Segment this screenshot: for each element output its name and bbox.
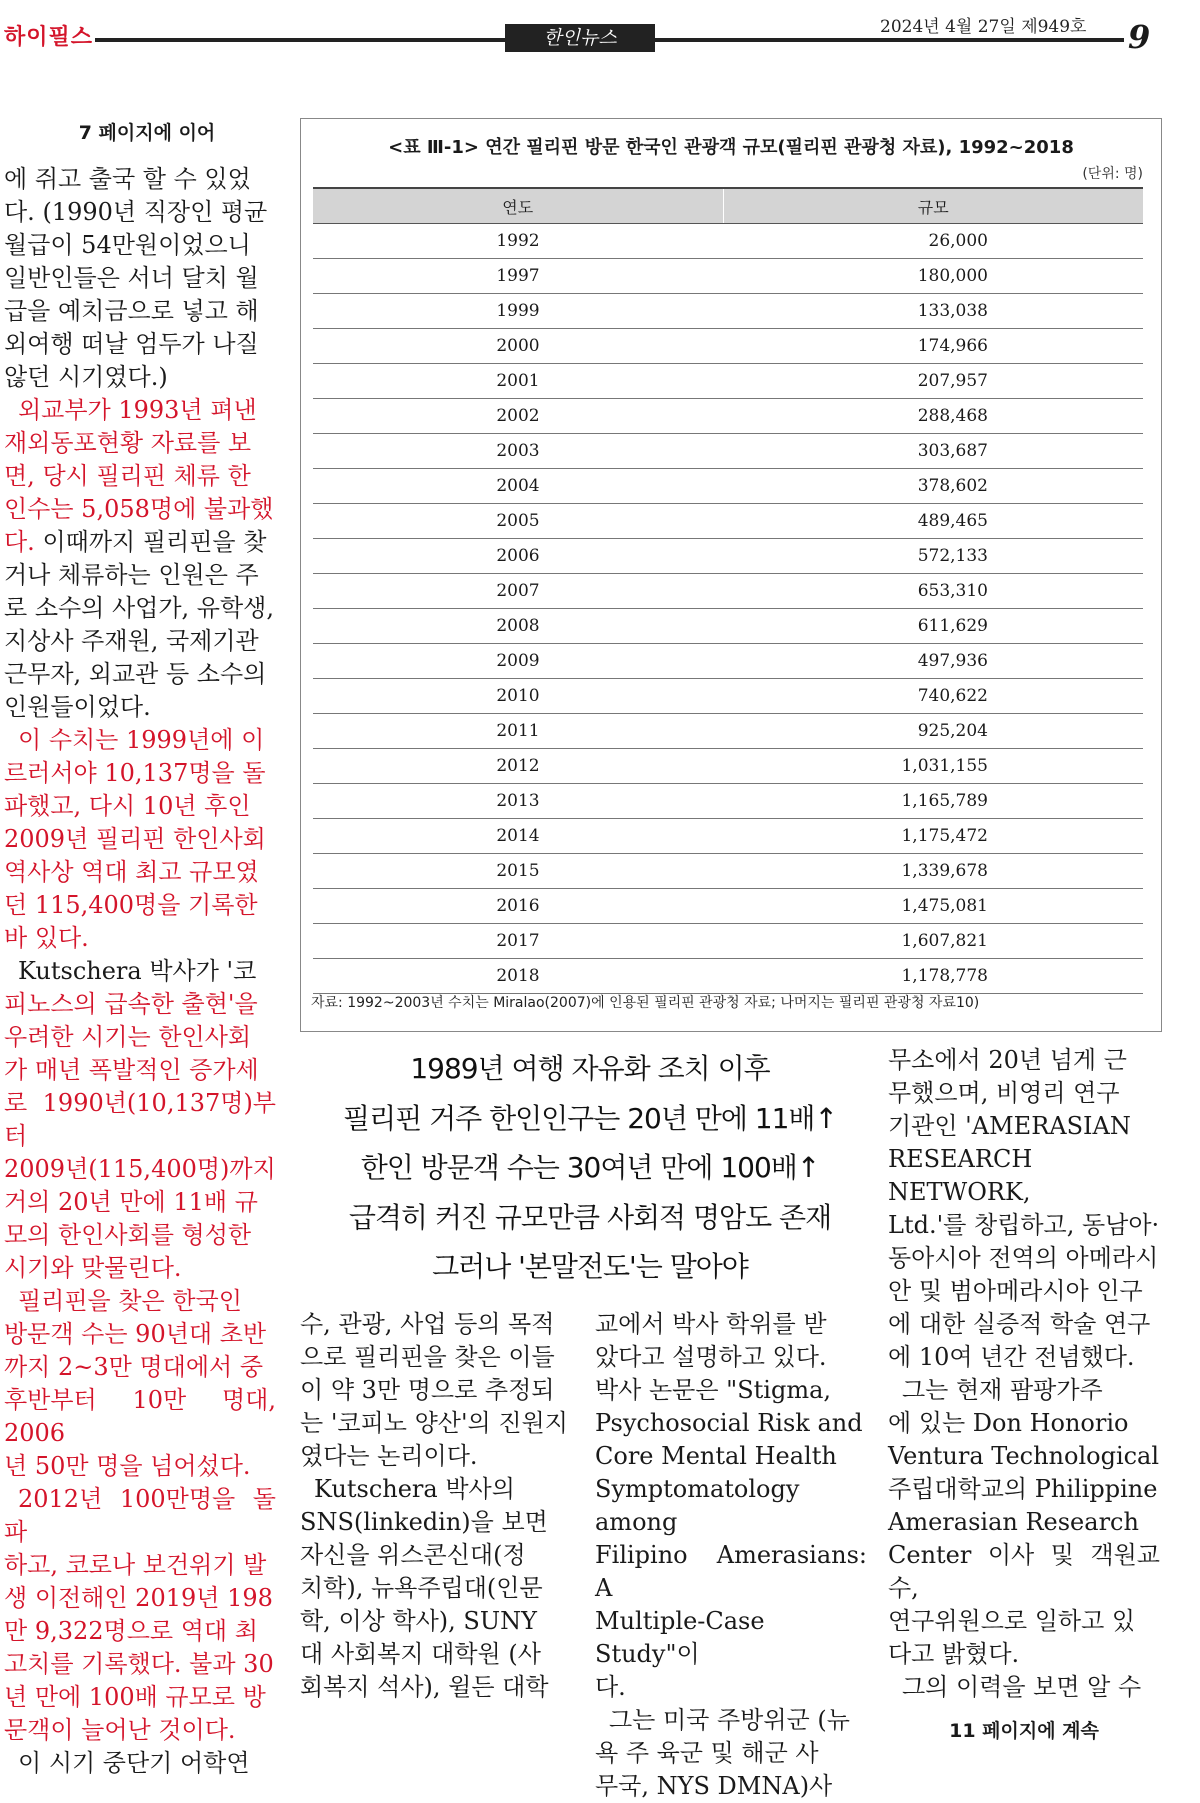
text-line: Ltd.'를 창립하고, 동남아· bbox=[888, 1211, 1160, 1239]
headline-line: 필리핀 거주 한인인구는 20년 만에 11배↑ bbox=[343, 1101, 837, 1135]
text-line: Core Mental Health bbox=[595, 1442, 837, 1470]
text-line: 무했으며, 비영리 연구 bbox=[888, 1079, 1120, 1107]
table-row bbox=[313, 294, 1143, 329]
text-line: 연구위원으로 일하고 있 bbox=[888, 1607, 1136, 1635]
text-line bbox=[4, 526, 276, 559]
table-row bbox=[313, 819, 1143, 854]
text-line: 욕 주 육군 및 해군 사 bbox=[595, 1739, 819, 1767]
year-cell: 2015 bbox=[313, 854, 723, 889]
text-line: 치학), 뉴욕주립대(인문 bbox=[300, 1574, 543, 1602]
text-line: 파했고, 다시 10년 후인 bbox=[4, 792, 251, 820]
table-header-row bbox=[313, 188, 1143, 224]
brand-logo: 하이필스 bbox=[4, 25, 94, 50]
text-line: 이 수치는 1999년에 이 bbox=[18, 726, 265, 754]
middle-column-1 bbox=[300, 1308, 572, 1704]
count-cell: 497,936 bbox=[723, 644, 1143, 679]
text-line: 에 쥐고 출국 할 수 있었 bbox=[4, 165, 251, 193]
year-cell: 1999 bbox=[313, 294, 723, 329]
text-line: Filipino Amerasians: A bbox=[595, 1541, 867, 1602]
text-line: 만 9,322명으로 역대 최 bbox=[4, 1617, 258, 1645]
text-line: 에 있는 Don Honorio bbox=[888, 1409, 1129, 1437]
table-unit: (단위: 명) bbox=[1082, 166, 1143, 182]
table-row bbox=[313, 784, 1143, 819]
text-line: 년 만에 100배 규모로 방 bbox=[4, 1683, 266, 1711]
count-cell: 174,966 bbox=[723, 329, 1143, 364]
text-line: 2009년 필리핀 한인사회 bbox=[4, 825, 266, 853]
text-line: 까지 2~3만 명대에서 중 bbox=[4, 1353, 264, 1381]
text-line: 면, 당시 필리핀 체류 한 bbox=[4, 462, 251, 490]
year-cell: 2008 bbox=[313, 609, 723, 644]
text-line: SNS(linkedin)을 보면 bbox=[300, 1508, 548, 1536]
count-cell: 207,957 bbox=[723, 364, 1143, 399]
text-line: 년 50만 명을 넘어섰다. bbox=[4, 1452, 251, 1480]
text-line: 이 약 3만 명으로 추정되 bbox=[300, 1376, 555, 1404]
text-line: 시기와 맞물린다. bbox=[4, 1254, 182, 1282]
text-line: 외여행 떠날 엄두가 나질 bbox=[4, 330, 259, 358]
continued-from: 7 페이지에 이어 bbox=[78, 122, 216, 144]
text-line: 가 매년 폭발적인 증가세 bbox=[4, 1056, 259, 1084]
table-row bbox=[313, 609, 1143, 644]
text-line: 대 사회복지 대학원 (사 bbox=[300, 1640, 541, 1668]
text-line: 회복지 석사), 윌든 대학 bbox=[300, 1673, 549, 1701]
count-cell: 1,175,472 bbox=[723, 819, 1143, 854]
table-row bbox=[313, 924, 1143, 959]
text-line: 근무자, 외교관 등 소수의 bbox=[4, 660, 267, 688]
table-row bbox=[313, 854, 1143, 889]
year-cell: 1992 bbox=[313, 224, 723, 259]
text-line: 로 소수의 사업가, 유학생, bbox=[4, 594, 274, 622]
table-row bbox=[313, 504, 1143, 539]
text-line: 교에서 박사 학위를 받 bbox=[595, 1310, 827, 1338]
table-row bbox=[313, 399, 1143, 434]
text-line: Center 이사 및 객원교수, bbox=[888, 1541, 1160, 1602]
year-cell: 1997 bbox=[313, 259, 723, 294]
text-line: 에 10여 년간 전념했다. bbox=[888, 1343, 1135, 1371]
text-line: 거의 20년 만에 11배 규 bbox=[4, 1188, 258, 1216]
year-cell: 2016 bbox=[313, 889, 723, 924]
text-line: Multiple-Case Study"이 bbox=[595, 1607, 765, 1668]
text-line: 박사 논문은 "Stigma, bbox=[595, 1376, 832, 1404]
text-line: 고치를 기록했다. 불과 30 bbox=[4, 1650, 274, 1678]
table-title: <표 Ⅲ-1> 연간 필리핀 방문 한국인 관광객 규모(필리핀 관광청 자료), 1992~2018 bbox=[388, 137, 1074, 158]
text-line: RESEARCH NETWORK, bbox=[888, 1145, 1033, 1206]
section-tab: 한인뉴스 bbox=[505, 24, 655, 52]
text-line: 그는 미국 주방위군 (뉴 bbox=[609, 1706, 850, 1734]
text-span: 다. bbox=[4, 528, 35, 556]
year-cell: 2000 bbox=[313, 329, 723, 364]
text-line: 안 및 범아메라시아 인구 bbox=[888, 1277, 1143, 1305]
text-line: 으로 필리핀을 찾은 이들 bbox=[300, 1343, 555, 1371]
headline-line: 1989년 여행 자유화 조치 이후 bbox=[410, 1052, 770, 1085]
table-row bbox=[313, 889, 1143, 924]
table-row bbox=[313, 714, 1143, 749]
year-cell: 2001 bbox=[313, 364, 723, 399]
text-line: 피노스의 급속한 출현'을 bbox=[4, 990, 258, 1018]
text-line: 다고 밝혔다. bbox=[888, 1640, 1020, 1668]
text-line: 다. (1990년 직장인 평균 bbox=[4, 198, 268, 226]
text-line: Symptomatology among bbox=[595, 1475, 800, 1536]
table-row bbox=[313, 749, 1143, 784]
year-cell: 2011 bbox=[313, 714, 723, 749]
count-cell: 288,468 bbox=[723, 399, 1143, 434]
text-line: 하고, 코로나 보건위기 발 bbox=[4, 1551, 267, 1579]
year-cell: 2004 bbox=[313, 469, 723, 504]
count-cell: 1,031,155 bbox=[723, 749, 1143, 784]
text-line: 외교부가 1993년 펴낸 bbox=[18, 396, 257, 424]
text-line: 인원들이었다. bbox=[4, 693, 151, 721]
text-line: 에 대한 실증적 학술 연구 bbox=[888, 1310, 1151, 1338]
text-line: 생 이전해인 2019년 198 bbox=[4, 1584, 273, 1612]
count-cell: 133,038 bbox=[723, 294, 1143, 329]
text-line: 그의 이력을 보면 알 수 bbox=[902, 1673, 1142, 1701]
dateline: 2024년 4월 27일 제949호 bbox=[880, 17, 1087, 37]
table-body bbox=[313, 224, 1143, 994]
text-line: 필리핀을 찾은 한국인 bbox=[18, 1287, 242, 1315]
text-line: 2012년 100만명을 돌파 bbox=[4, 1485, 276, 1546]
text-line: 았다고 설명하고 있다. bbox=[595, 1343, 827, 1371]
text-line: 기관인 'AMERASIAN bbox=[888, 1112, 1131, 1140]
text-line: 학, 이상 학사), SUNY bbox=[300, 1607, 537, 1635]
text-line: 다. bbox=[595, 1673, 626, 1701]
text-line: 이 시기 중단기 어학연 bbox=[18, 1749, 250, 1777]
text-line: 일반인들은 서너 달치 월 bbox=[4, 264, 259, 292]
text-line: 재외동포현황 자료를 보 bbox=[4, 429, 252, 457]
text-line: 자신을 위스콘신대(정 bbox=[300, 1541, 526, 1569]
year-cell: 2017 bbox=[313, 924, 723, 959]
left-lines bbox=[4, 163, 276, 1780]
text-line: 역사상 역대 최고 규모였 bbox=[4, 858, 259, 886]
text-line: 바 있다. bbox=[4, 924, 89, 952]
year-cell: 2003 bbox=[313, 434, 723, 469]
text-line: 무국, NYS DMNA)사 bbox=[595, 1772, 833, 1800]
count-cell: 1,165,789 bbox=[723, 784, 1143, 819]
page-number: 9 bbox=[1128, 18, 1151, 56]
text-line: 우려한 시기는 한인사회 bbox=[4, 1023, 252, 1051]
table-row bbox=[313, 644, 1143, 679]
table-row bbox=[313, 539, 1143, 574]
visitor-table bbox=[313, 187, 1143, 994]
year-cell: 2007 bbox=[313, 574, 723, 609]
text-span: 이때까지 필리핀을 찾 bbox=[42, 528, 267, 556]
text-line: 였다는 논리이다. bbox=[300, 1442, 478, 1470]
text-line: Amerasian Research bbox=[888, 1508, 1139, 1536]
year-cell: 2005 bbox=[313, 504, 723, 539]
text-line: Psychosocial Risk and bbox=[595, 1409, 863, 1437]
text-line: 수, 관광, 사업 등의 목적 bbox=[300, 1310, 555, 1338]
text-line: 방문객 수는 90년대 초반 bbox=[4, 1320, 267, 1348]
text-line: 는 '코피노 양산'의 진원지 bbox=[300, 1409, 568, 1437]
left-column bbox=[4, 118, 276, 1780]
table-source-note: 자료: 1992~2003년 수치는 Miralao(2007)에 인용된 필리핀 관광청 자료; 나머지는 필리핀 관광청 자료10) bbox=[311, 995, 980, 1011]
count-cell: 26,000 bbox=[723, 224, 1143, 259]
text-line: 지상사 주재원, 국제기관 bbox=[4, 627, 259, 655]
text-line: 후반부터 10만 명대, 2006 bbox=[4, 1386, 276, 1447]
count-cell: 1,178,778 bbox=[723, 959, 1143, 994]
year-cell: 2013 bbox=[313, 784, 723, 819]
count-cell: 303,687 bbox=[723, 434, 1143, 469]
article-headline bbox=[300, 1044, 880, 1292]
table-row bbox=[313, 364, 1143, 399]
text-line: Kutschera 박사가 '코 bbox=[18, 957, 257, 985]
headline-line: 그러나 '본말전도'는 말아야 bbox=[432, 1250, 748, 1283]
text-line: 2009년(115,400명)까지 bbox=[4, 1155, 276, 1183]
text-line: Kutschera 박사의 bbox=[314, 1475, 515, 1503]
text-line: 그는 현재 팜팡가주 bbox=[902, 1376, 1103, 1404]
table-row bbox=[313, 679, 1143, 714]
text-line: 거나 체류하는 인원은 주 bbox=[4, 561, 259, 589]
year-cell: 2009 bbox=[313, 644, 723, 679]
text-line: 로 1990년(10,137명)부터 bbox=[4, 1089, 276, 1150]
count-cell: 740,622 bbox=[723, 679, 1143, 714]
page-header bbox=[0, 0, 1200, 80]
year-cell: 2014 bbox=[313, 819, 723, 854]
table-row bbox=[313, 959, 1143, 994]
year-cell: 2010 bbox=[313, 679, 723, 714]
count-cell: 925,204 bbox=[723, 714, 1143, 749]
table-row bbox=[313, 259, 1143, 294]
count-cell: 1,339,678 bbox=[723, 854, 1143, 889]
text-line: 인수는 5,058명에 불과했 bbox=[4, 495, 274, 523]
year-cell: 2012 bbox=[313, 749, 723, 784]
text-line: 무소에서 20년 넘게 근 bbox=[888, 1046, 1127, 1074]
table-row bbox=[313, 224, 1143, 259]
text-line: 주립대학교의 Philippine bbox=[888, 1475, 1158, 1503]
text-line: Ventura Technological bbox=[888, 1442, 1160, 1470]
text-line: 던 115,400명을 기록한 bbox=[4, 891, 258, 919]
text-line: 동아시아 전역의 아메라시 bbox=[888, 1244, 1159, 1272]
table-row bbox=[313, 329, 1143, 364]
count-cell: 378,602 bbox=[723, 469, 1143, 504]
text-line: 월급이 54만원이었으니 bbox=[4, 231, 251, 259]
right-column bbox=[888, 1044, 1160, 1743]
continued-to: 11 페이지에 계속 bbox=[949, 1720, 1099, 1742]
count-cell: 180,000 bbox=[723, 259, 1143, 294]
table-row bbox=[313, 434, 1143, 469]
middle-column-2 bbox=[595, 1308, 867, 1803]
visitor-table-figure bbox=[300, 118, 1162, 1032]
column-header-count: 규모 bbox=[723, 188, 1143, 224]
headline-line: 한인 방문객 수는 30여년 만에 100배↑ bbox=[360, 1151, 820, 1184]
count-cell: 572,133 bbox=[723, 539, 1143, 574]
year-cell: 2006 bbox=[313, 539, 723, 574]
count-cell: 653,310 bbox=[723, 574, 1143, 609]
headline-line: 급격히 커진 규모만큼 사회적 명암도 존재 bbox=[348, 1200, 832, 1234]
count-cell: 1,475,081 bbox=[723, 889, 1143, 924]
table-row bbox=[313, 574, 1143, 609]
column-header-year: 연도 bbox=[313, 188, 723, 224]
count-cell: 1,607,821 bbox=[723, 924, 1143, 959]
text-line: 르러서야 10,137명을 돌 bbox=[4, 759, 266, 787]
text-line: 모의 한인사회를 형성한 bbox=[4, 1221, 252, 1249]
text-line: 않던 시기였다.) bbox=[4, 363, 168, 391]
count-cell: 611,629 bbox=[723, 609, 1143, 644]
text-line: 문객이 늘어난 것이다. bbox=[4, 1716, 236, 1744]
table-row bbox=[313, 469, 1143, 504]
text-line: 급을 예치금으로 넣고 해 bbox=[4, 297, 259, 325]
year-cell: 2018 bbox=[313, 959, 723, 994]
count-cell: 489,465 bbox=[723, 504, 1143, 539]
year-cell: 2002 bbox=[313, 399, 723, 434]
